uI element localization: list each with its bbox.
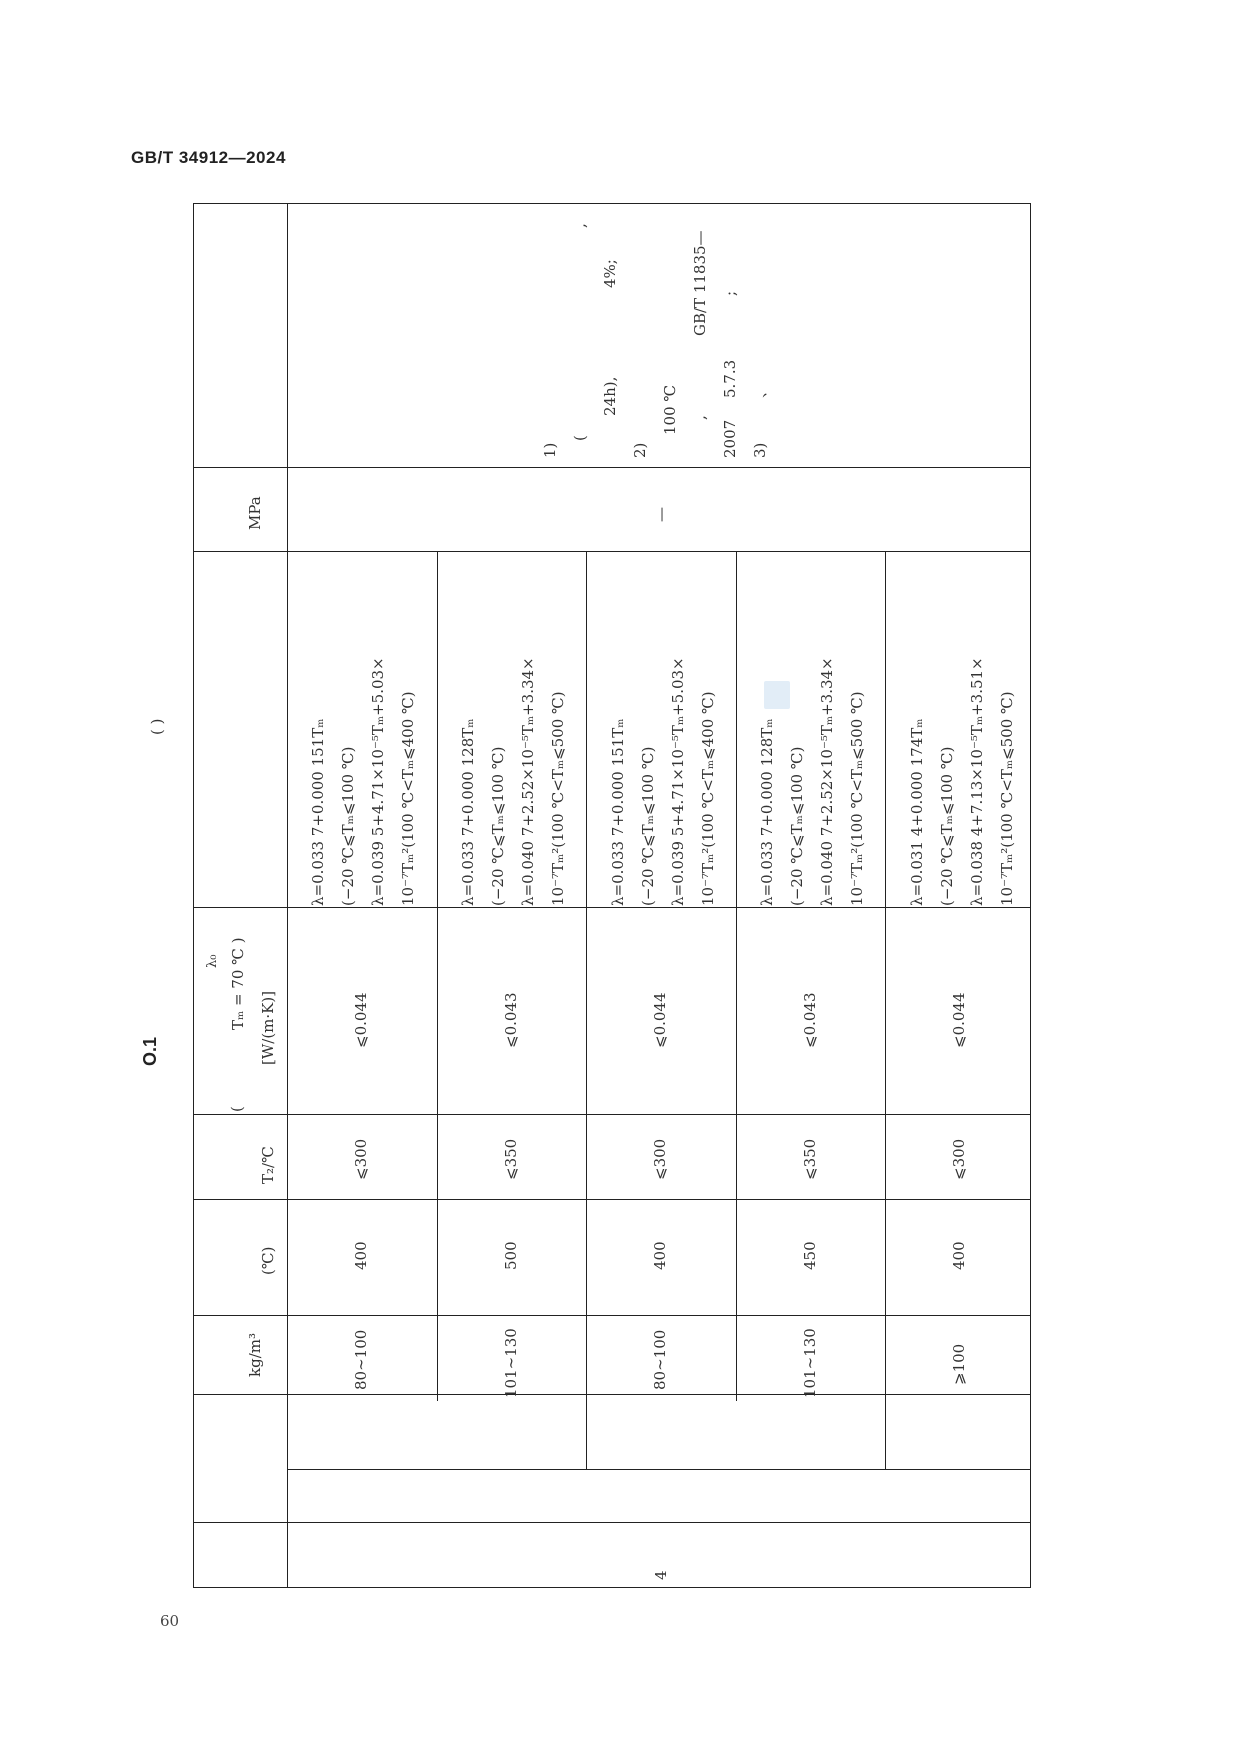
formula-line: (−20 ℃⩽Tₘ⩽100 ℃) xyxy=(339,746,357,906)
table-row: 101∼130 xyxy=(801,1328,819,1398)
note-text: ; xyxy=(721,290,739,296)
formula-line: 10⁻⁷Tₘ²(100 ℃<Tₘ⩽500 ℃) xyxy=(549,691,567,906)
col-temp-header: (℃) xyxy=(259,1246,277,1275)
table-title: O.1 xyxy=(140,1036,160,1066)
col-lambda-l1: λ₀ xyxy=(205,954,220,968)
table-row: ⩾100 xyxy=(950,1343,968,1385)
note-text: 4%; xyxy=(601,259,619,288)
group-value: 4 xyxy=(652,1570,670,1580)
note-text: 2007 xyxy=(721,419,739,458)
table-cell: ⩽0.044 xyxy=(352,992,370,1048)
formula-line: λ=0.033 7+0.000 151Tₘ xyxy=(309,718,327,906)
formula-line: (−20 ℃⩽Tₘ⩽100 ℃) xyxy=(788,746,806,906)
table-cell: 400 xyxy=(651,1241,669,1270)
col-t2-header: T₂/℃ xyxy=(259,1146,277,1184)
table-cell: 400 xyxy=(950,1241,968,1270)
formula-line: (−20 ℃⩽Tₘ⩽100 ℃) xyxy=(938,746,956,906)
formula-line: 10⁻⁷Tₘ²(100 ℃<Tₘ⩽500 ℃) xyxy=(848,691,866,906)
formula-line: λ=0.039 5+4.71×10⁻⁵Tₘ+5.03× xyxy=(369,657,387,906)
table-row: 101∼130 xyxy=(502,1328,520,1398)
table-cell: ⩽350 xyxy=(801,1138,819,1180)
standard-number: GB/T 34912—2024 xyxy=(131,148,286,167)
formula-line: λ=0.038 4+7.13×10⁻⁵Tₘ+3.51× xyxy=(968,657,986,906)
table-row: 80∼100 xyxy=(352,1329,370,1390)
caption-paren: ( ) xyxy=(148,718,166,735)
formula-line: 10⁻⁷Tₘ²(100 ℃<Tₘ⩽400 ℃) xyxy=(399,691,417,906)
table-cell: ⩽350 xyxy=(502,1138,520,1180)
note-text: 1) xyxy=(541,442,559,458)
formula-line: λ=0.033 7+0.000 128Tₘ xyxy=(459,718,477,906)
table-cell: 450 xyxy=(801,1241,819,1270)
note-text: , xyxy=(571,223,589,228)
note-text: 24h), xyxy=(601,376,619,416)
formula-line: (−20 ℃⩽Tₘ⩽100 ℃) xyxy=(489,746,507,906)
formula-line: 10⁻⁷Tₘ²(100 ℃<Tₘ⩽400 ℃) xyxy=(699,691,717,906)
table-cell: ⩽0.044 xyxy=(651,992,669,1048)
col-lambda-l2: Tₘ = 70 ℃ ) xyxy=(229,937,247,1030)
table-cell: ⩽0.044 xyxy=(950,992,968,1048)
col-lambda-l4: ( xyxy=(228,1106,246,1112)
table-cell: ⩽0.043 xyxy=(801,992,819,1048)
col-density-header: kg/m³ xyxy=(246,1333,264,1377)
note-text: ( xyxy=(571,435,589,441)
note-text: GB/T 11835— xyxy=(691,230,709,336)
note-text: 、 xyxy=(751,382,769,398)
table-cell: ⩽300 xyxy=(651,1138,669,1180)
table-cell: ⩽300 xyxy=(950,1138,968,1180)
col-mpa-header: MPa xyxy=(246,496,264,530)
formula-line: λ=0.040 7+2.52×10⁻⁵Tₘ+3.34× xyxy=(818,657,836,906)
table-cell: 500 xyxy=(502,1241,520,1270)
col-lambda-l3: [W/(m·K)] xyxy=(259,990,277,1065)
page-number: 60 xyxy=(160,1612,180,1630)
formula-line: (−20 ℃⩽Tₘ⩽100 ℃) xyxy=(639,746,657,906)
table-cell: ⩽300 xyxy=(352,1138,370,1180)
note-text: 2) xyxy=(631,442,649,458)
note-text: 3) xyxy=(751,442,769,458)
note-text: 5.7.3 xyxy=(721,359,739,398)
formula-line: 10⁻⁷Tₘ²(100 ℃<Tₘ⩽500 ℃) xyxy=(998,691,1016,906)
formula-line: λ=0.040 7+2.52×10⁻⁵Tₘ+3.34× xyxy=(519,657,537,906)
formula-line: λ=0.039 5+4.71×10⁻⁵Tₘ+5.03× xyxy=(669,657,687,906)
note-text: 100 ℃ xyxy=(661,384,679,435)
note-text: , xyxy=(691,415,709,420)
table-row: 80∼100 xyxy=(651,1329,669,1390)
formula-line: λ=0.033 7+0.000 128Tₘ xyxy=(758,718,776,906)
formula-line: λ=0.031 4+0.000 174Tₘ xyxy=(908,718,926,906)
table-cell: 400 xyxy=(352,1241,370,1270)
watermark xyxy=(764,681,790,709)
table-cell: ⩽0.043 xyxy=(502,992,520,1048)
mpa-value: — xyxy=(652,507,670,522)
formula-line: λ=0.033 7+0.000 151Tₘ xyxy=(609,718,627,906)
